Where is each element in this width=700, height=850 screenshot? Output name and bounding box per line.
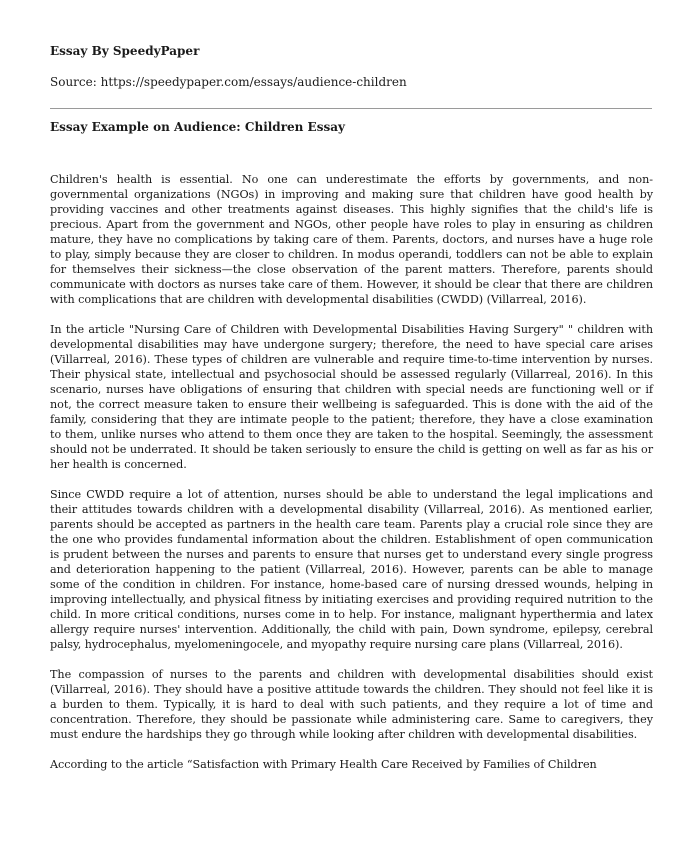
paragraph: In the article "Nursing Care of Children with Developmental Disabilities Having Surgery" " children with developmental disabilities may have undergone surgery; therefore, the need to have special care arises (Villarreal, 2016). These types of children are vulnerable and require time-to-time intervention by nurses. Their physical state, intellectual and psychosocial should be assessed regularly (Villarreal, 2016). In this scenario, nurses have obligations of ensuring that children with special needs are functioning well or if not, the correct measure taken to ensure their wellbeing is safeguarded. This is done with the aid of the family, considering that they are intimate people to the patient; therefore, they have a close examination to them, unlike nurses who attend to them once they are taken to the hospital. Seemingly, the assessment should not be underrated. It should be taken seriously to ensure the child is getting on well as far as his or her health is concerned. (50, 323, 653, 471)
header-divider (50, 108, 652, 109)
essay-title: Essay Example on Audience: Children Essay (50, 120, 345, 134)
essay-body (50, 172, 653, 787)
paragraph: Children's health is essential. No one can underestimate the efforts by governments, and non-governmental organizations (NGOs) in improving and making sure that children have good health by providing vaccines and other treatments against diseases. This highly signifies that the child's life is precious. Apart from the government and NGOs, other people have roles to play in ensuring as children mature, they have no complications by taking care of them. Parents, doctors, and nurses have a huge role to play, simply because they are closer to children. In modus operandi, toddlers can not be able to explain for themselves their sickness—the close observation of the parent matters. Therefore, parents should communicate with doctors as nurses take care of them. However, it should be clear that there are children with complications that are children with developmental disabilities (CWDD) (Villarreal, 2016). (50, 173, 653, 306)
paragraph: According to the article “Satisfaction with Primary Health Care Received by Families of Children (50, 758, 597, 771)
essay-by-label: Essay By SpeedyPaper (50, 44, 200, 58)
source-line: Source: https://speedypaper.com/essays/audience-children (50, 75, 407, 89)
paragraph: The compassion of nurses to the parents and children with developmental disabilities should exist (Villarreal, 2016). They should have a positive attitude towards the children. They should not feel like it is a burden to them. Typically, it is hard to deal with such patients, and they require a lot of time and concentration. Therefore, they should be passionate while administering care. Same to caregivers, they must endure the hardships they go through while looking after children with developmental disabilities. (50, 668, 653, 741)
paragraph: Since CWDD require a lot of attention, nurses should be able to understand the legal implications and their attitudes towards children with a developmental disability (Villarreal, 2016). As mentioned earlier, parents should be accepted as partners in the health care team. Parents play a crucial role since they are the one who provides fundamental information about the children. Establishment of open communication is prudent between the nurses and parents to ensure that nurses get to understand every single progress and deterioration happening to the patient (Villarreal, 2016). However, parents can be able to manage some of the condition in children. For instance, home-based care of nursing dressed wounds, helping in improving intellectually, and physical fitness by initiating exercises and providing required nutrition to the child. In more critical conditions, nurses come in to help. For instance, malignant hyperthermia and latex allergy require nurses' intervention. Additionally, the child with pain, Down syndrome, epilepsy, cerebral palsy, hydrocephalus, myelomeningocele, and myopathy require nursing care plans (Villarreal, 2016). (50, 488, 653, 651)
document-header (50, 43, 650, 90)
